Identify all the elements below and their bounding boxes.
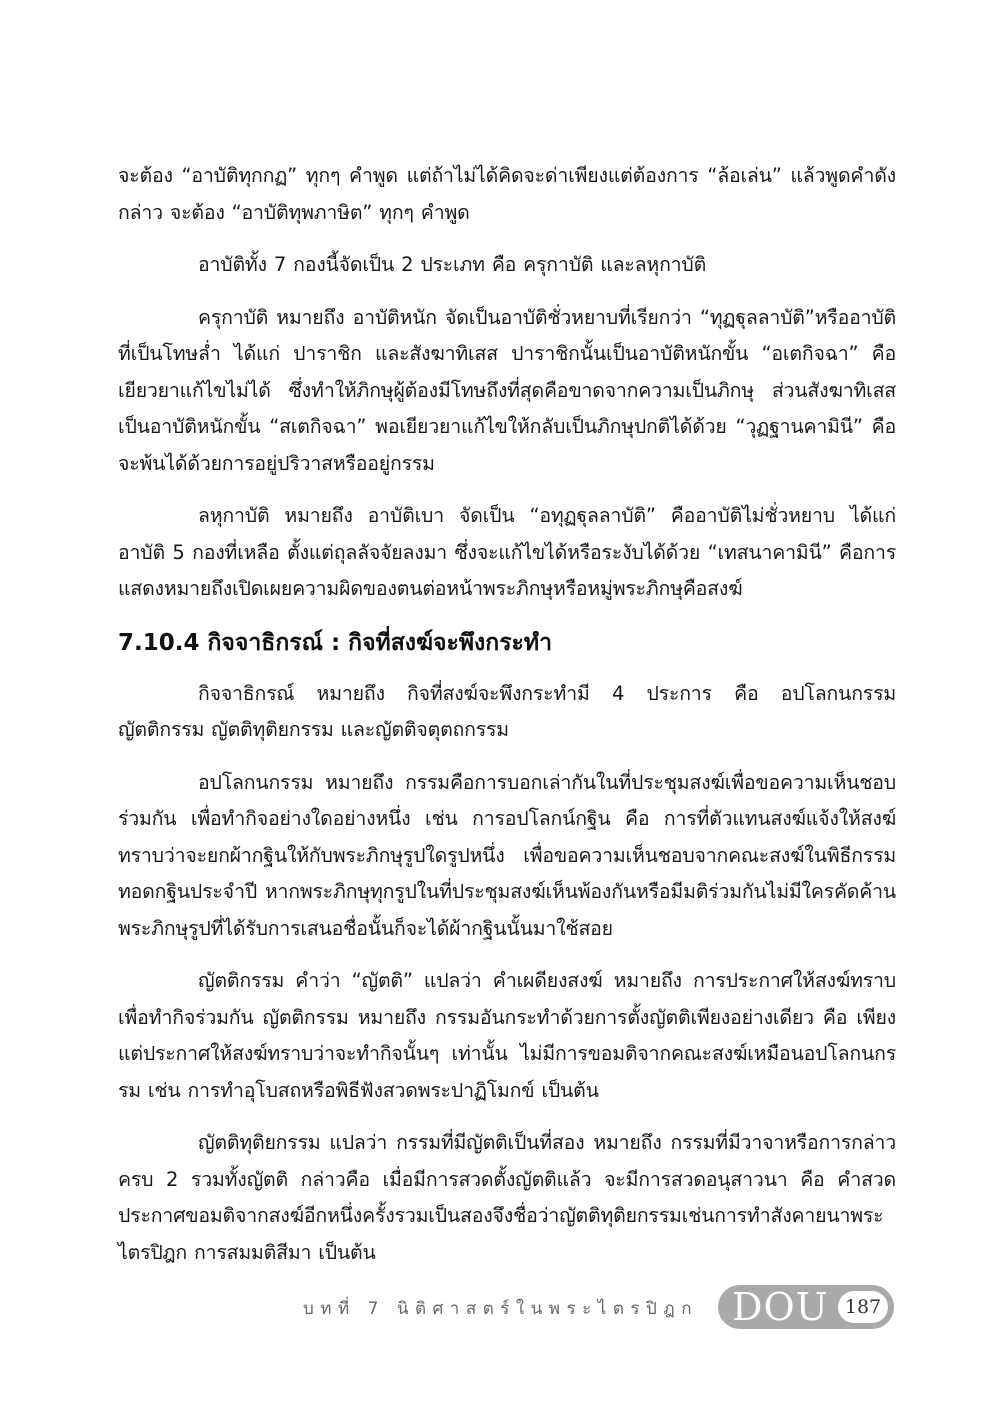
dou-badge xyxy=(718,1285,894,1329)
paragraph-kiccadhikarana: กิจจาธิกรณ์ หมายถึง กิจที่สงฆ์จะพึงกระทำมี 4 ประการ คือ อปโลกนกรรม ญัตติกรรม ญัตติทุติยกรรม และญัตติจตุตถกรรม xyxy=(118,681,896,741)
paragraph-nattikamma: ญัตติกรรม คำว่า “ญัตติ” แปลว่า คำเผดียงสงฆ์ หมายถึง การประกาศให้สงฆ์ทราบเพื่อทำกิจร่วมกัน ญัตติกรรม หมายถึง กรรมอันกระทำด้วยการตั้งญัตติเพียงอย่างเดียว คือ เพียงแต่ประกาศให้สงฆ์ทราบว่าจะทำกิจนั้นๆ เท่านั้น ไม่มีการขอมติจากคณะสงฆ์เหมือนอปโลกนกรรม เช่น การทำอุโบสถหรือพิธีฟังสวดพระปาฏิโมกข์ เป็นต้น xyxy=(118,969,896,1102)
paragraph-continuation: จะต้อง “อาบัติทุกกฏ” ทุกๆ คำพูด แต่ถ้าไม่ได้คิดจะด่าเพียงแต่ต้องการ “ล้อเล่น” แล้วพูดคำดังกล่าว จะต้อง “อาบัติทุพภาษิต” ทุกๆ คำพูด xyxy=(118,164,896,224)
paragraph-apatti-types: อาบัติทั้ง 7 กองนี้จัดเป็น 2 ประเภท คือ ครุกาบัติ และลหุกาบัติ xyxy=(198,253,707,276)
paragraph-garukapatti: ครุกาบัติ หมายถึง อาบัติหนัก จัดเป็นอาบัติชั่วหยาบที่เรียกว่า “ทุฏฐุลลาบัติ”หรืออาบัติที่เป็นโทษล่ำ ได้แก่ ปาราชิก และสังฆาทิเสส ปาราชิกนั้นเป็นอาบัติหนักขั้น “อเตกิจฉา” คือ เยียวยาแก้ไขไม่ได้ ซึ่งทำให้ภิกษุผู้ต้องมีโทษถึงที่สุดคือขาดจากความเป็นภิกษุ ส่วนสังฆาทิเสสเป็นอาบัติหนักขั้น “สเตกิจฉา” พอเยียวยาแก้ไขให้กลับเป็นภิกษุปกติได้ด้วย “วุฏฐานคามินี” คือจะพ้นได้ด้วยการอยู่ปริวาสหรืออยู่กรรม xyxy=(118,305,896,475)
page-number: 187 xyxy=(838,1291,888,1323)
page-body xyxy=(118,158,896,1287)
paragraph-apalokanakamma: อปโลกนกรรม หมายถึง กรรมคือการบอกเล่ากันในที่ประชุมสงฆ์เพื่อขอความเห็นชอบร่วมกัน เพื่อทำกิจอย่างใดอย่างหนึ่ง เช่น การอปโลกน์กฐิน คือ การที่ตัวแทนสงฆ์แจ้งให้สงฆ์ทราบว่าจะยกผ้ากฐินให้กับพระภิกษุรูปใดรูปหนึ่ง เพื่อขอความเห็นชอบจากคณะสงฆ์ในพิธีกรรมทอดกฐินประจำปี หากพระภิกษุทุกรูปในที่ประชุมสงฆ์เห็นพ้องกันหรือมีมติร่วมกันไม่มีใครคัดค้านพระภิกษุรูปที่ได้รับการเสนอชื่อนั้นก็จะได้ผ้ากฐินนั้นมาใช้สอย xyxy=(118,770,896,940)
section-heading: 7.10.4 กิจจาธิกรณ์ : กิจที่สงฆ์จะพึงกระทำ xyxy=(118,629,552,656)
paragraph-lahukapatti: ลหุกาบัติ หมายถึง อาบัติเบา จัดเป็น “อทุฏฐุลลาบัติ” คืออาบัติไม่ชั่วหยาบ ได้แก่ อาบัติ 5 กองที่เหลือ ตั้งแต่ถุลลัจจัยลงมา ซึ่งจะแก้ไขได้หรือระงับได้ด้วย “เทสนาคามินี” คือการแสดงหมายถึงเปิดเผยความผิดของตนต่อหน้าพระภิกษุหรือหมู่พระภิกษุคือสงฆ์ xyxy=(118,504,896,600)
dou-logo: DOU xyxy=(732,1285,829,1329)
paragraph-nattidutiyakamma: ญัตติทุติยกรรม แปลว่า กรรมที่มีญัตติเป็นที่สอง หมายถึง กรรมที่มีวาจาหรือการกล่าวครบ 2 รวมทั้งญัตติ กล่าวคือ เมื่อมีการสวดตั้งญัตติแล้ว จะมีการสวดอนุสาวนา คือ คำสวดประกาศขอมติจากสงฆ์อีกหนึ่งครั้งรวมเป็นสองจึงชื่อว่าญัตติทุติยกรรมเช่นการทำสังคายนาพระไตรปิฎก การสมมติสีมา เป็นต้น xyxy=(118,1131,896,1264)
page-footer xyxy=(0,1283,1000,1333)
chapter-title: บทที่ 7 นิติศาสตร์ในพระไตรปิฎก xyxy=(303,1299,698,1319)
